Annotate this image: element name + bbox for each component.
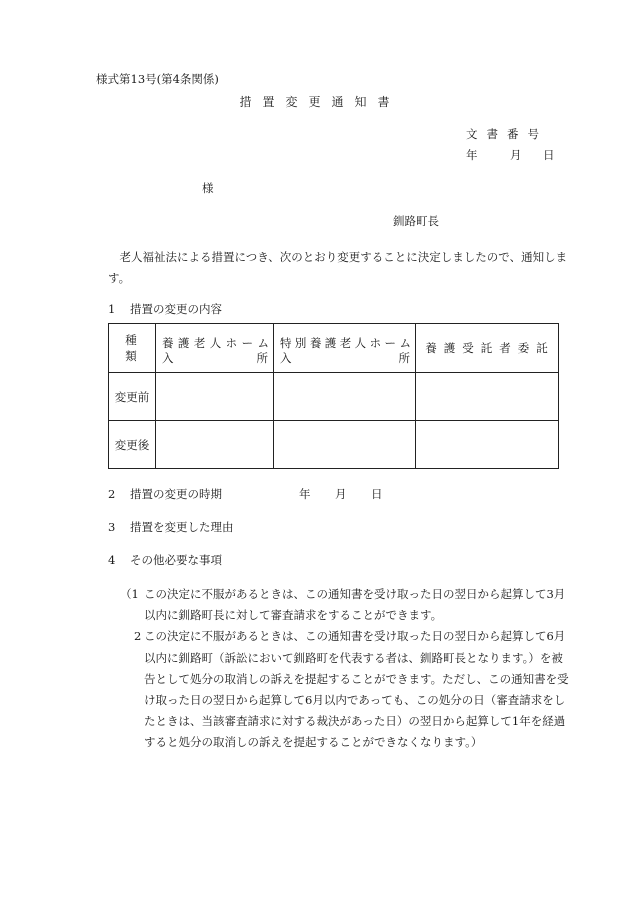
note-1 bbox=[122, 584, 574, 626]
header-special-nursing-home-line2b: 所 bbox=[398, 351, 410, 365]
table-header-row bbox=[109, 324, 559, 373]
section-2-heading bbox=[108, 486, 222, 502]
note-2-text: この決定に不服があるときは、この通知書を受け取った日の翌日から起算して6月以内に釧路町（訴訟において釧路町を代表する者は、釧路町長となります。）を被告として処分の取消しの訴えを提起することができます。ただし、この通知書を受け取った日の翌日から起算して6月以内であっても、この処分の日（審査請求をしたときは、当該審査請求に対する裁決があった日）の翌日から起算して1年を経過すると処分の取消しの訴えを提起することができなくなります。） bbox=[144, 629, 569, 750]
section-3-heading bbox=[108, 519, 234, 535]
section-number: 2 bbox=[108, 487, 116, 501]
section-label: 措置の変更の時期 bbox=[130, 487, 222, 501]
notes-block bbox=[122, 584, 574, 754]
section-4-heading bbox=[108, 552, 222, 568]
document-number-label: 文書番号 bbox=[466, 127, 548, 141]
note-2-number: 2 bbox=[134, 629, 142, 644]
addressee-suffix: 様 bbox=[202, 181, 214, 195]
header-nursing-home-line2a: 入 bbox=[162, 351, 174, 365]
note-1-text: この決定に不服があるときは、この通知書を受け取った日の翌日から起算して3月以内に釧路町長に対して審査請求をすることができます。 bbox=[144, 587, 566, 623]
header-nursing-home-line2b: 所 bbox=[256, 351, 268, 365]
header-special-nursing-home-line2a: 入 bbox=[280, 351, 292, 365]
date-month: 月 bbox=[510, 148, 522, 162]
header-foster-consignment: 養護受託者委託 bbox=[416, 324, 559, 373]
row-label-after: 変更後 bbox=[109, 421, 156, 469]
section-label: 措置の変更の内容 bbox=[130, 302, 222, 316]
header-special-nursing-home bbox=[274, 324, 416, 373]
table-row-before bbox=[109, 373, 559, 421]
section-number: 3 bbox=[108, 520, 116, 534]
section-1-heading bbox=[108, 301, 222, 317]
cell-after-1 bbox=[156, 421, 274, 469]
section-label: 措置を変更した理由 bbox=[130, 520, 234, 534]
table-row-after bbox=[109, 421, 559, 469]
cell-before-1 bbox=[156, 373, 274, 421]
note-2 bbox=[122, 626, 574, 753]
change-date-year: 年 bbox=[299, 487, 311, 501]
intro-paragraph: 老人福祉法による措置につき、次のとおり変更することに決定しましたので、通知します。 bbox=[108, 250, 568, 285]
header-special-nursing-home-line1: 特別養護老人ホーム bbox=[280, 336, 411, 350]
cell-before-3 bbox=[416, 373, 559, 421]
section-number: 4 bbox=[108, 553, 116, 567]
document-title: 措置変更通知書 bbox=[239, 95, 401, 109]
header-kind: 種類 bbox=[109, 324, 156, 373]
cell-after-2 bbox=[274, 421, 416, 469]
note-1-number: （1 bbox=[120, 587, 139, 601]
issue-date bbox=[466, 147, 555, 163]
cell-before-2 bbox=[274, 373, 416, 421]
measures-table bbox=[108, 323, 559, 469]
date-year: 年 bbox=[466, 148, 478, 162]
section-number: 1 bbox=[108, 302, 116, 316]
change-date-day: 日 bbox=[371, 487, 383, 501]
cell-after-3 bbox=[416, 421, 559, 469]
change-date bbox=[299, 486, 383, 502]
date-day: 日 bbox=[543, 148, 555, 162]
section-label: その他必要な事項 bbox=[130, 553, 222, 567]
sender-name: 釧路町長 bbox=[393, 214, 439, 228]
row-label-before: 変更前 bbox=[109, 373, 156, 421]
form-id: 様式第13号(第4条関係) bbox=[96, 72, 219, 86]
header-nursing-home-line1: 養護老人ホーム bbox=[162, 336, 269, 350]
header-nursing-home bbox=[156, 324, 274, 373]
change-date-month: 月 bbox=[335, 487, 347, 501]
